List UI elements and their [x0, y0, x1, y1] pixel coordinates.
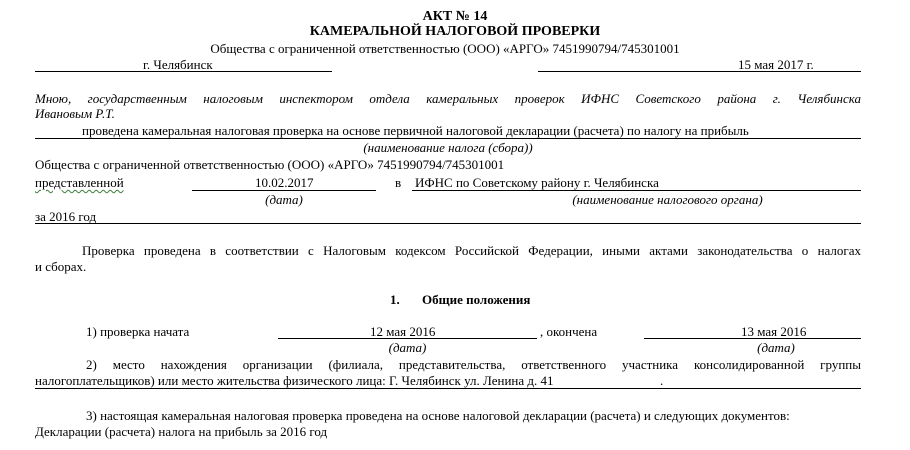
- conducted-line: проведена камеральная налоговая проверка на основе первичной налоговой декларации (расчета) по налогу на прибыль: [82, 123, 749, 138]
- in-word: в: [395, 175, 402, 190]
- act-subtitle: КАМЕРАЛЬНОЙ НАЛОГОВОЙ ПРОВЕРКИ: [309, 24, 601, 39]
- date-caption: (дата): [265, 192, 303, 207]
- tax-authority: ИФНС по Советскому району г. Челябинска: [415, 175, 659, 190]
- header-date: 15 мая 2017 г.: [738, 57, 814, 72]
- item1-start-date: 12 мая 2016: [370, 324, 436, 339]
- section-title: Общие положения: [422, 292, 531, 307]
- item1-ended-label: , окончена: [540, 324, 598, 339]
- item1-label: 1) проверка начата: [86, 324, 190, 339]
- tax-authority-underline: [412, 190, 861, 191]
- city-underline: [35, 71, 332, 72]
- intro-line-1: Мною, государственным налоговым инспектором отдела камеральных проверок ИФНС Советского района г. Челябинска: [35, 91, 861, 106]
- header-city: г. Челябинск: [143, 57, 213, 72]
- item3-line-1: 3) настоящая камеральная налоговая проверка проведена на основе налоговой декларации (расчета) и следующих документов:: [86, 408, 790, 423]
- header-org-line: Общества с ограниченной ответственностью (ООО) «АРГО» 7451990794/745301001: [210, 41, 680, 56]
- submitted-date: 10.02.2017: [255, 175, 314, 190]
- intro-org: Общества с ограниченной ответственностью (ООО) «АРГО» 7451990794/745301001: [35, 157, 505, 172]
- item2-line-2: налогоплательщиков) или место жительства физического лица: Г. Челябинск ул. Ленина д. 41: [35, 373, 554, 388]
- submitted-label: представленной: [35, 175, 124, 190]
- intro-line-2: Ивановым Р.Т.: [35, 106, 115, 121]
- end-date-caption: (дата): [757, 340, 795, 355]
- submitted-date-underline: [192, 190, 376, 191]
- section-number: 1.: [390, 292, 400, 307]
- item3-line-2: Декларации (расчета) налога на прибыль за 2016 год: [35, 424, 328, 439]
- basis-line-1: Проверка проведена в соответствии с Налоговым кодексом Российской Федерации, иными актами законодательства о налогах: [82, 243, 861, 258]
- item2-line-1: 2) место нахождения организации (филиала, представительства, ответственного участника консолидированной группы: [86, 357, 861, 372]
- end-date-underline: [644, 338, 861, 339]
- date-underline: [538, 71, 861, 72]
- start-date-underline: [278, 338, 537, 339]
- conducted-underline: [35, 138, 861, 139]
- authority-caption: (наименование налогового органа): [572, 192, 763, 207]
- act-title: АКТ № 14: [422, 9, 488, 24]
- item2-line-2-end: .: [660, 373, 664, 388]
- basis-line-2: и сборах.: [35, 259, 87, 274]
- address-underline: [35, 388, 861, 389]
- period-underline: [35, 223, 861, 224]
- tax-caption: (наименование налога (сбора)): [363, 140, 533, 155]
- start-date-caption: (дата): [388, 340, 427, 355]
- tax-period: за 2016 год: [35, 209, 97, 224]
- item1-end-date: 13 мая 2016: [741, 324, 807, 339]
